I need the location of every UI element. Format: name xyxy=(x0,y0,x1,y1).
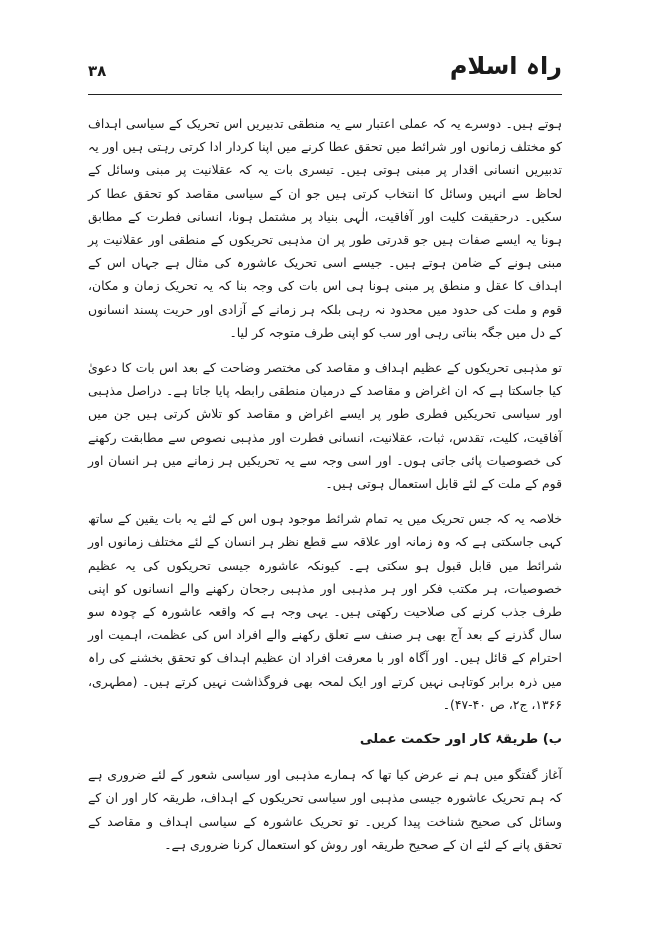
journal-title: راہ اسلام xyxy=(449,52,562,80)
paragraph-2: تو مذہبی تحریکوں کے عظیم اہداف و مقاصد کی مختصر وضاحت کے بعد اس بات کا دعویٰ کیا جاسکتا ہے کہ ان اغراض و مقاصد کے درمیان منطقی رابطہ پایا جاتا ہے۔ دراصل مذہبی اور سیاسی تحریکیں فطری طور پر ایسے اغراض و مقاصد کو تلاش کرتی ہیں جن میں آفاقیت، کلیت، تقدس، ثبات، عقلانیت، انسانی فطرت اور مذہبی نصوص سے مطابقت رکھنے کی خصوصیات پائی جاتی ہوں۔ اور اسی وجہ سے یہ تحریکیں ہر زمانے میں ہر انسان اور قوم کے ملت کے لئے قابل استعمال ہوتی ہیں۔ xyxy=(88,360,562,492)
page-body xyxy=(88,112,562,868)
section-subheading: ب) طریقۂ کار اور حکمت عملی xyxy=(359,732,562,748)
paragraph-1: ہوتے ہیں۔ دوسرے یہ کہ عملی اعتبار سے یہ منطقی تدبیریں اس تحریک کے سیاسی اہداف کو مختلف زمانوں اور شرائط میں تحقق عطا کرنے میں اپنا کردار ادا کرتی رہتی ہیں اور یہ تدبیریں انسانی اقدار پر مبنی ہوتی ہیں۔ تیسری بات یہ کہ عقلانیت پر مبنی وسائل کے لحاظ سے انہیں وسائل کا انتخاب کرتی ہیں جو ان کے سیاسی مقاصد کو تحقق عطا کر سکیں۔ درحقیقت کلیت اور آفاقیت، الٰہی بنیاد پر مشتمل ہونا، انسانی فطرت کے مطابق ہونا یہ ایسے صفات ہیں جو قدرتی طور پر ان مذہبی تحریکوں کے منطقی اور عقلانیت پر مبنی ہونے کے ضامن ہوتے ہیں۔ جیسے اسی تحریک عاشورہ کی مثال ہے جہاں اس کے اہداف کا عقل و منطق پر مبنی ہونا ہی اس بات کی وجہ بنا کہ یہ تحریک زمان و مکان، قوم و ملت کی حدود میں محدود نہ رہی بلکہ ہر زمانے کے آزادی اور حریت پسند انسانوں کے دل میں جگہ بناتی رہی اور سب کو اپنی طرف متوجہ کر لیا۔ xyxy=(88,116,562,340)
page-number: ۳۸ xyxy=(88,62,107,80)
paragraph-3: خلاصہ یہ کہ جس تحریک میں یہ تمام شرائط موجود ہوں اس کے لئے یہ بات یقین کے ساتھ کہی جاسکتی ہے کہ وہ زمانہ اور علاقہ سے قطع نظر ہر انسان کے لئے مختلف زمانوں اور شرائط میں قابل قبول ہو سکتی ہے۔ کیونکہ عاشورہ جیسی تحریکوں کی یہ عظیم خصوصیات، ہر مکتب فکر اور ہر مذہبی اور مذہبی رجحان رکھنے والے انسانوں کو اپنی طرف جذب کرنے کی صلاحیت رکھتی ہیں۔ یہی وجہ ہے کہ واقعہ عاشورہ کے چودہ سو سال گذرنے کے بعد آج بھی ہر صنف سے تعلق رکھنے والے افراد اس کی عظمت، اہمیت اور احترام کے قائل ہیں۔ اور آگاہ اور با معرفت افراد ان عظیم اہداف کو تحقق بخشنے کی راہ میں ذرہ برابر کوتاہی نہیں کرتے اور ایک لمحہ بھی فروگذاشت نہیں کرتے ہیں۔ (مطہری، ۱۳۶۶، ج۲، ص ۴۰-۴۷)۔ xyxy=(88,511,562,712)
header-divider xyxy=(88,94,562,95)
paragraph-4: آغاز گفتگو میں ہم نے عرض کیا تھا کہ ہمارے مذہبی اور سیاسی شعور کے لئے ضروری ہے کہ ہم تحریک عاشورہ جیسی مذہبی اور سیاسی تحریکوں کے اہداف، طریقہ کار اور ان کے وسائل کی صحیح شناخت پیدا کریں۔ تو تحریک عاشورہ کے سیاسی اہداف و مقاصد کے تحقق پانے کے لئے ان کے صحیح طریقہ اور روش کو استعمال کرنا ضروری ہے۔ xyxy=(88,767,562,852)
running-header xyxy=(88,52,562,92)
